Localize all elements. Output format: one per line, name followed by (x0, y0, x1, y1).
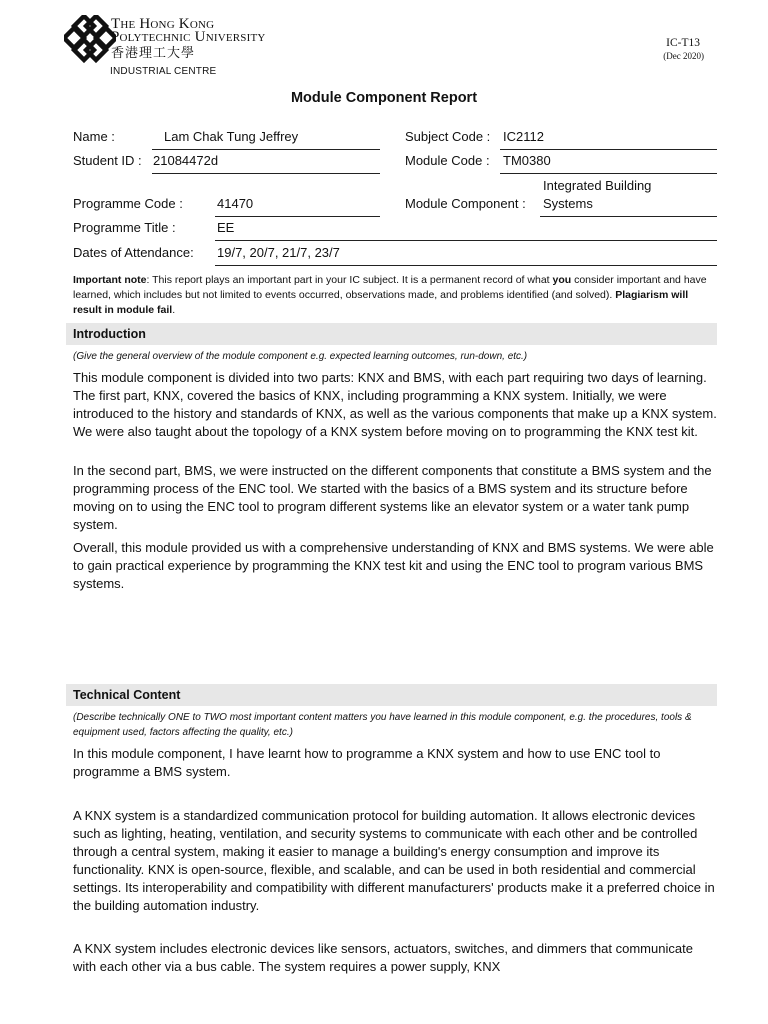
important-note-end: . (172, 304, 176, 316)
important-note-label: Important note (73, 274, 147, 286)
name-underline (152, 149, 380, 150)
important-note-text2: consider important and have learned, which includes but not limited to events occurred, observations made, and problems identified (and solved). (73, 274, 707, 301)
introduction-paragraph: In the second part, BMS, we were instructed on the different components that constitute a BMS system and the programming process of the ENC tool. We started with the basics of a BMS system and its structure before moving on to using the ENC tool to program different systems like an elevator system or a water tank pump system. (73, 463, 712, 532)
dates-value: 19/7, 20/7, 21/7, 23/7 (217, 245, 340, 260)
industrial-centre-label: INDUSTRIAL CENTRE (110, 66, 217, 77)
module-component-underline (540, 216, 717, 217)
module-component-value-line2: Systems (543, 196, 593, 211)
programme-code-label: Programme Code : (73, 196, 183, 211)
dates-underline (215, 265, 717, 266)
form-date: (Dec 2020) (663, 51, 704, 61)
introduction-heading: Introduction (73, 327, 146, 341)
university-name-chinese: 香港理工大學 (111, 45, 196, 60)
technical-heading: Technical Content (73, 688, 181, 702)
student-id-label: Student ID : (73, 153, 142, 168)
polyu-logo (64, 15, 116, 67)
important-note-text1: : This report plays an important part in your IC subject. It is a permanent record of what (146, 274, 553, 286)
form-code: IC-T13 (666, 37, 700, 49)
module-code-label: Module Code : (405, 153, 490, 168)
name-label: Name : (73, 129, 115, 144)
programme-title-label: Programme Title : (73, 220, 176, 235)
plagiarism-warning: Plagiarism will result in module fail (73, 289, 689, 316)
subject-code-underline (500, 149, 717, 150)
module-component-label: Module Component : (405, 196, 526, 211)
introduction-paragraph: This module component is divided into two parts: KNX and BMS, with each part requiring two days of learning. The first part, KNX, covered the basics of KNX, including programming a KNX system. Initially, we were introduced to the history and standards of KNX, as well as the various components that make up a KNX system. We were also taught about the topology of a KNX system before moving on to programming the KNX test kit. (73, 370, 717, 439)
dates-label: Dates of Attendance: (73, 245, 194, 260)
programme-code-value: 41470 (217, 196, 254, 211)
subject-code-value: IC2112 (503, 129, 544, 144)
university-name-line1: The Hong Kong (111, 16, 215, 32)
programme-code-underline (215, 216, 380, 217)
student-id-value: 21084472d (153, 153, 219, 168)
module-component-value-line1: Integrated Building (543, 178, 652, 193)
subject-code-label: Subject Code : (405, 129, 491, 144)
module-code-underline (500, 173, 717, 174)
important-note-you: you (552, 274, 572, 286)
student-id-underline (152, 173, 380, 174)
introduction-hint: (Give the general overview of the module component e.g. expected learning outcomes, run-down, etc.) (73, 351, 528, 362)
technical-hint: (Describe technically ONE to TWO most important content matters you have learned in this module component, e.g. the procedures, tools & equipment used, factors affecting the quality, etc.) (73, 712, 692, 738)
programme-title-underline (215, 240, 717, 241)
report-title: Module Component Report (290, 90, 478, 106)
programme-title-value: EE (217, 220, 235, 235)
name-value: Lam Chak Tung Jeffrey (164, 129, 299, 144)
technical-paragraph: A KNX system is a standardized communication protocol for building automation. It allows electronic devices such as lighting, heating, ventilation, and security systems to communicate with each other and be controlled through a central system, making it easier to manage a building's energy consumption and improve its functionality. KNX is open-source, flexible, and scalable, and can be used in both residential and commercial settings. Its interoperability and compatibility with different manufacturers' products make it a preferred choice in the building automation industry. (73, 808, 715, 913)
technical-paragraph: In this module component, I have learnt how to programme a KNX system and how to use ENC tool to programme a BMS system. (73, 746, 661, 779)
technical-paragraph: A KNX system includes electronic devices like sensors, actuators, switches, and dimmers that communicate with each other via a bus cable. The system requires a power supply, KNX (73, 941, 693, 974)
introduction-header-bar (66, 323, 717, 345)
introduction-paragraph: Overall, this module provided us with a comprehensive understanding of KNX and BMS systems. We were able to gain practical experience by programming the KNX test kit and using the ENC tool to program various BMS systems. (73, 540, 714, 591)
module-code-value: TM0380 (503, 153, 551, 168)
university-name-line2: Polytechnic University (111, 29, 266, 45)
important-note (73, 273, 718, 318)
